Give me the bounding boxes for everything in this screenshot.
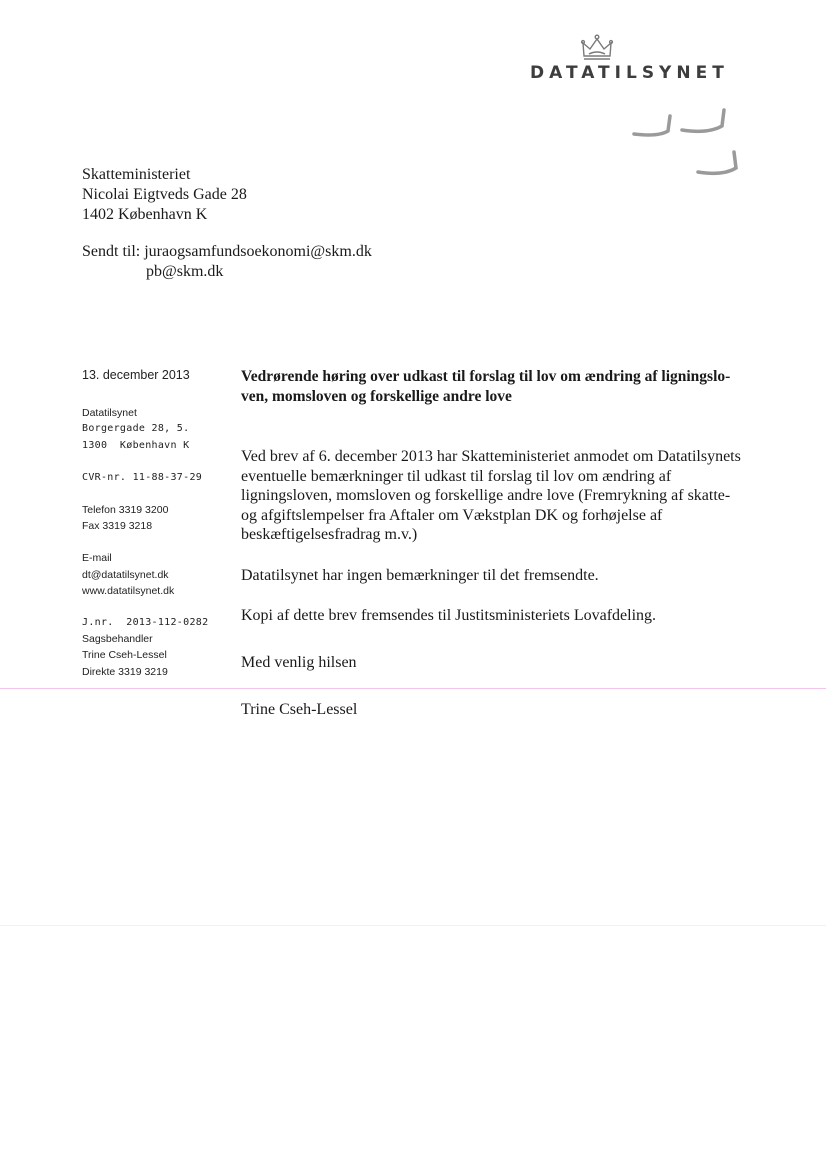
paragraph-2: Datatilsynet har ingen bemærkninger til det fremsendte. <box>241 566 599 584</box>
page-fold-line <box>0 688 826 689</box>
logo-wordmark: DATATILSYNET <box>530 63 729 83</box>
case-handler-direct: Direkte 3319 3219 <box>82 665 168 678</box>
sent-to-label: Sendt til: <box>82 243 141 260</box>
paragraph-line: og afgiftslempelser fra Aftaler om Vækstplan DK og forhøjelse af <box>241 506 663 524</box>
sender-email[interactable]: dt@datatilsynet.dk <box>82 568 169 581</box>
recipient-line: Skatteministeriet <box>82 166 191 183</box>
subject-line: ven, momsloven og forskellige andre love <box>241 387 512 405</box>
sender-cvr: CVR-nr. 11-88-37-29 <box>82 471 203 483</box>
sent-to-block <box>82 242 372 282</box>
paragraph-1 <box>241 447 793 545</box>
paragraph-line: beskæftigelsesfradrag m.v.) <box>241 526 418 544</box>
sender-org: Datatilsynet <box>82 407 137 420</box>
letter-date: 13. december 2013 <box>82 368 190 382</box>
page-fold-line <box>0 925 826 926</box>
sender-fax: Fax 3319 3218 <box>82 520 153 533</box>
letter-body <box>241 367 793 673</box>
signature-name: Trine Cseh-Lessel <box>241 701 358 718</box>
recipient-line: Nicolai Eigtveds Gade 28 <box>82 186 247 203</box>
recipient-line: 1402 København K <box>82 206 208 223</box>
journal-number: J.nr. 2013-112-0282 <box>82 617 209 629</box>
received-stamp-marks <box>628 104 740 184</box>
paragraph-line: ligningsloven, momsloven og forskellige andre love (Fremrykning af skatte- <box>241 487 731 505</box>
case-handler-name: Trine Cseh-Lessel <box>82 649 167 662</box>
sender-address-line: Borgergade 28, 5. <box>82 423 190 435</box>
subject-line: Vedrørende høring over udkast til forslag til lov om ændring af ligningslo- <box>241 368 731 385</box>
sent-to-email-2[interactable]: pb@skm.dk <box>146 263 224 280</box>
letter-subject <box>241 367 793 406</box>
sender-sidebar <box>82 367 232 680</box>
paragraph-line: eventuelle bemærkninger til udkast til forslag til lov om ændring af <box>241 467 672 485</box>
sender-address-line: 1300 København K <box>82 439 190 451</box>
paragraph-3: Kopi af dette brev fremsendes til Justitsministeriets Lovafdeling. <box>241 606 657 624</box>
sent-to-email-1[interactable]: juraogsamfundsoekonomi@skm.dk <box>144 243 372 260</box>
closing-greeting: Med venlig hilsen <box>241 654 357 672</box>
paragraph-line: Ved brev af 6. december 2013 har Skatteministeriet anmodet om Datatilsynets <box>241 448 741 465</box>
sender-website[interactable]: www.datatilsynet.dk <box>82 584 175 597</box>
case-handler-label: Sagsbehandler <box>82 633 153 646</box>
sender-phone: Telefon 3319 3200 <box>82 504 169 517</box>
sender-email-label: E-mail <box>82 552 112 565</box>
crown-icon <box>580 34 614 62</box>
recipient-address <box>82 165 247 225</box>
